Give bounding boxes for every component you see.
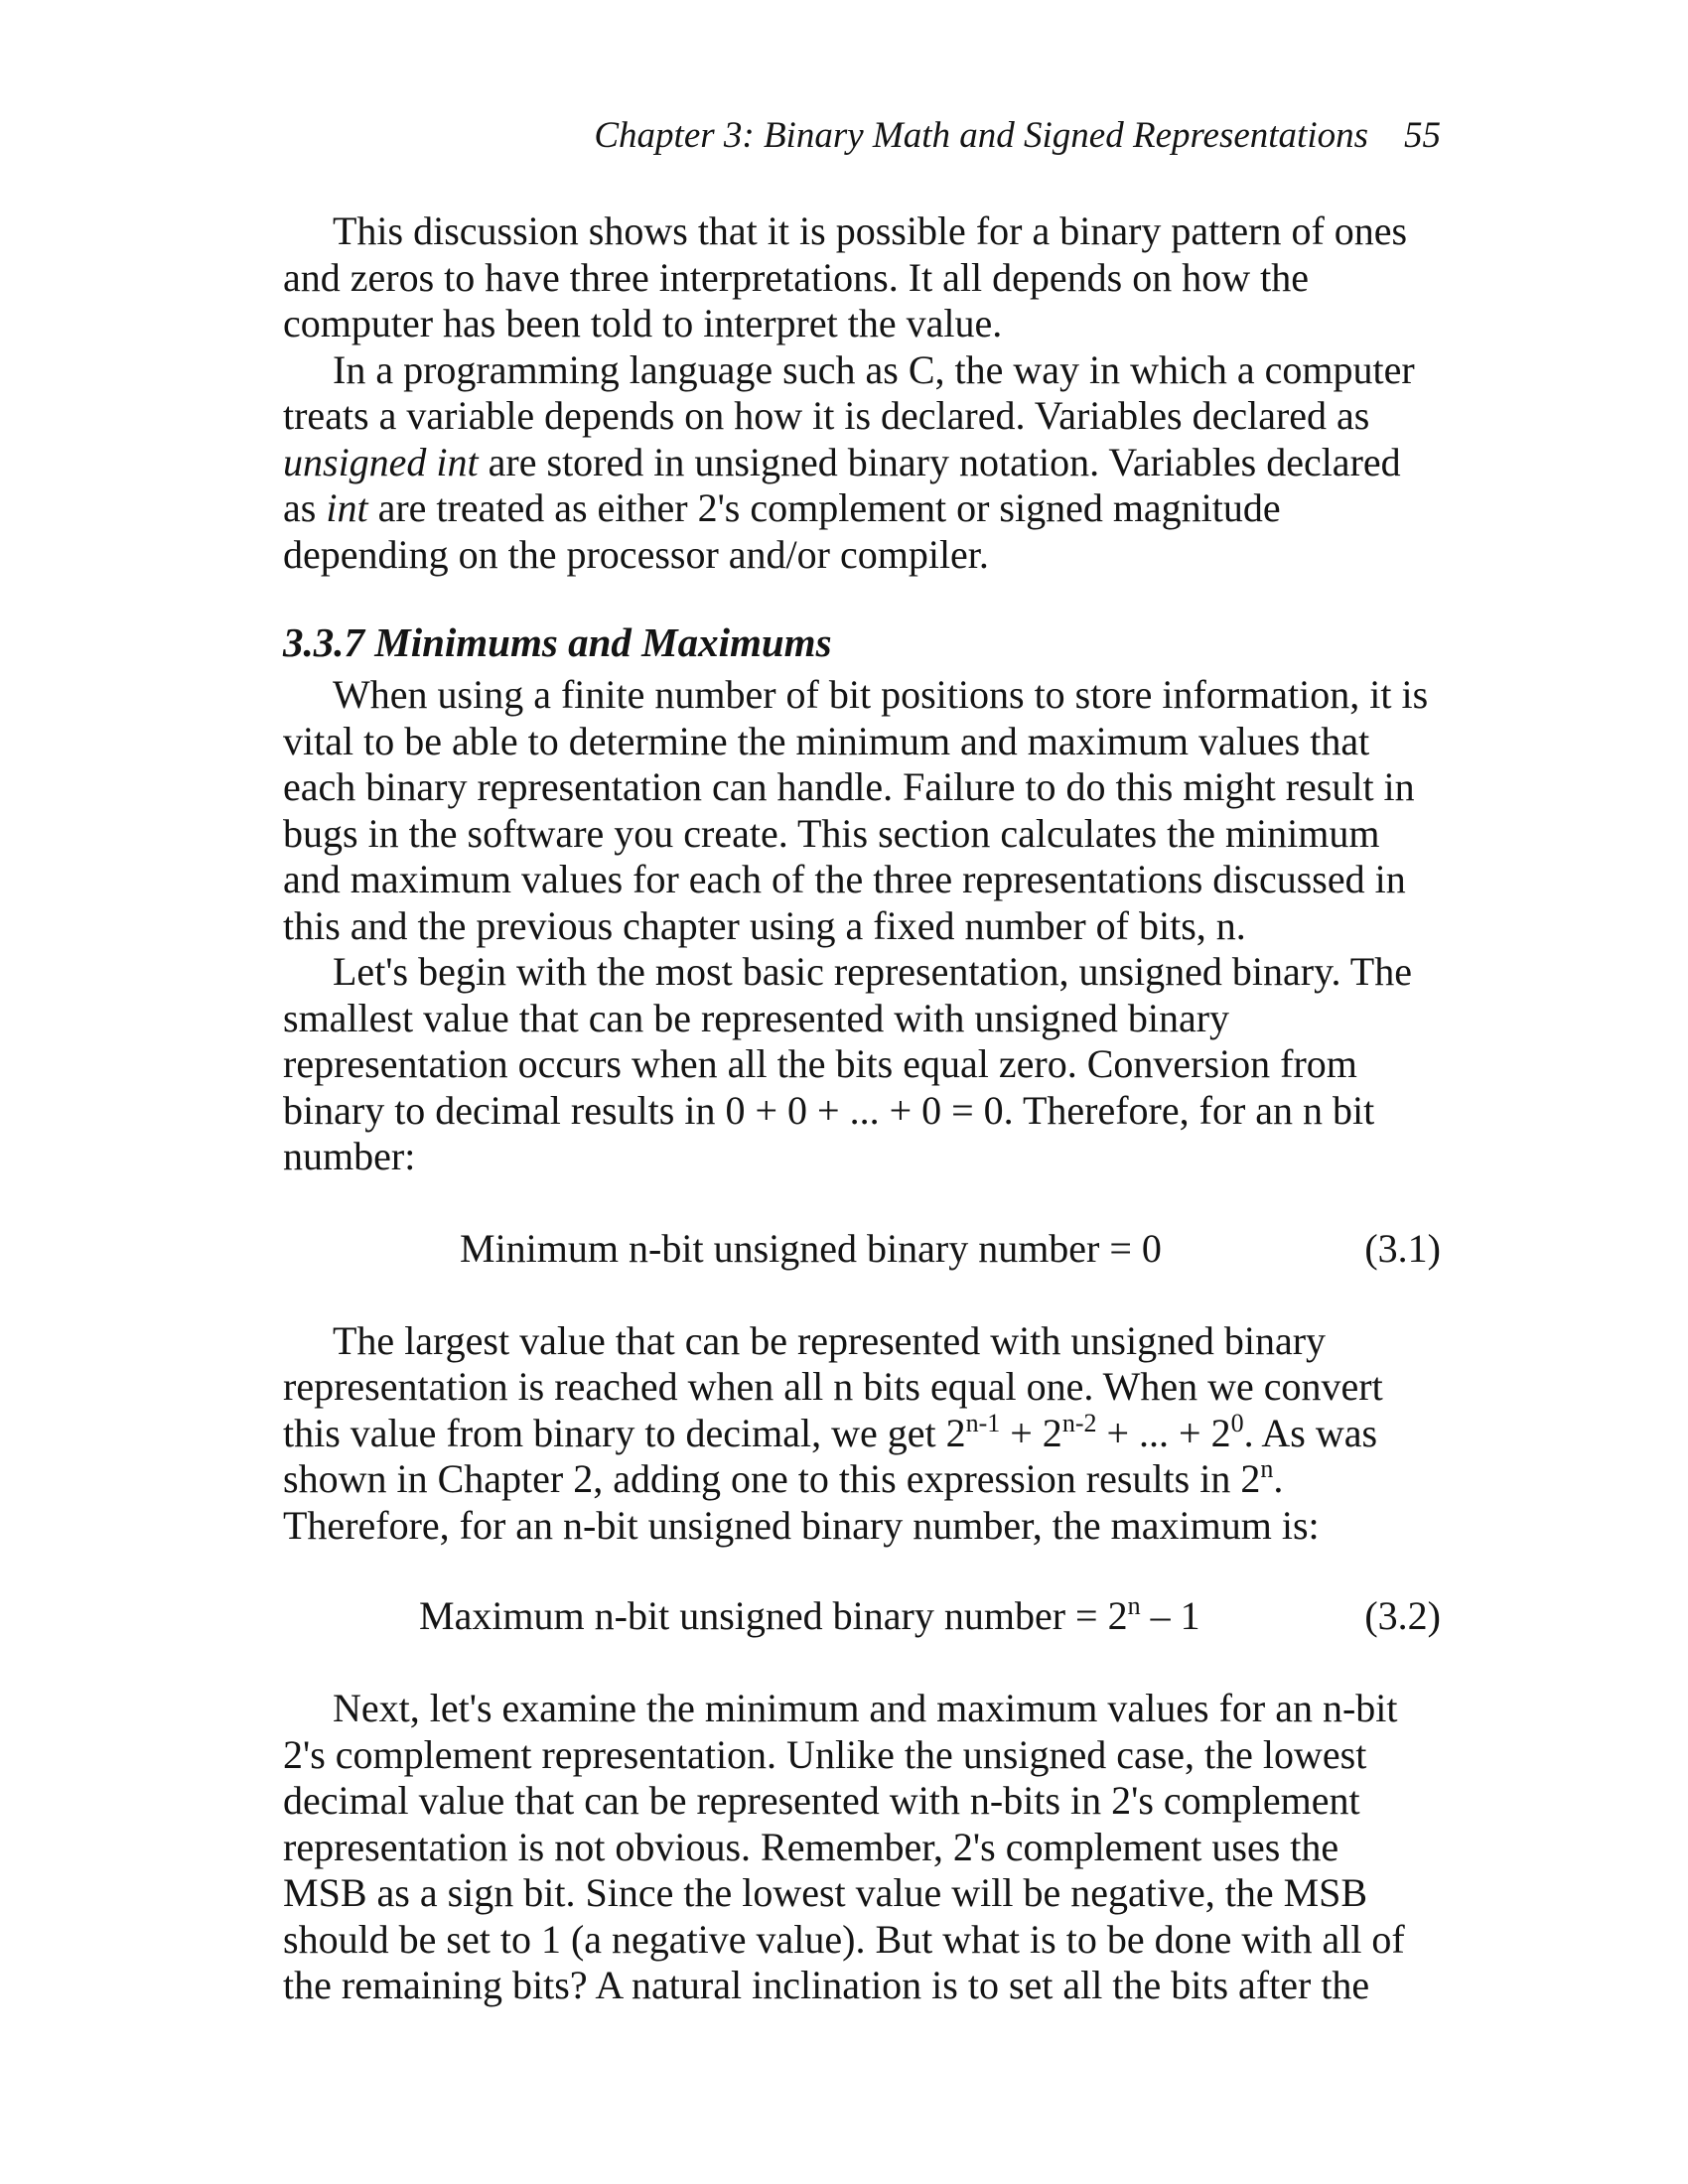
text-line: treats a variable depends on how it is declared. Variables declared as [283,393,1370,438]
text-fragment: + ... + 2 [1096,1410,1231,1455]
code-term-unsigned-int: unsigned int [283,439,479,484]
text-line: decimal value that can be represented with n-bits in 2's complement [283,1778,1360,1823]
exponent: 0 [1230,1408,1244,1437]
paragraph-twos-complement [283,1686,1441,2009]
text-fragment: . [1273,1456,1284,1501]
text-fragment: shown in Chapter 2, adding one to this expression results in 2 [283,1456,1261,1501]
text-fragment: Maximum n-bit unsigned binary number = 2 [419,1593,1128,1638]
exponent: n-1 [965,1408,1001,1437]
text-fragment: – 1 [1140,1593,1200,1638]
text-line: and zeros to have three interpretations. It all depends on how the [283,254,1309,300]
equation-3-1 [283,1226,1441,1272]
body-text [283,208,1441,2009]
running-header [281,117,1441,154]
equation-number: (3.2) [1364,1593,1441,1638]
text-fragment: this value from binary to decimal, we get 2 [283,1410,966,1455]
text-line: depending on the processor and/or compiler. [283,531,989,577]
paragraph-c-declarations [283,347,1441,579]
paragraph-finite-bits [283,672,1441,949]
text-line: vital to be able to determine the minimum and maximum values that [283,718,1370,763]
text-fragment: as [283,485,327,530]
text-line: representation is not obvious. Remember, 2's complement uses the [283,1824,1339,1869]
text-line: computer has been told to interpret the value. [283,301,1003,345]
text-line: bugs in the software you create. This section calculates the minimum [283,810,1380,856]
equation-3-2 [283,1593,1441,1639]
text-line: the remaining bits? A natural inclination is to set all the bits after the [283,1963,1370,2007]
text-line: representation is reached when all n bits equal one. When we convert [283,1364,1383,1409]
text-line: smallest value that can be represented with unsigned binary [283,995,1230,1040]
text-line: The largest value that can be represented with unsigned binary [333,1317,1327,1363]
text-line: Let's begin with the most basic representation, unsigned binary. The [333,949,1412,994]
text-line: this and the previous chapter using a fixed number of bits, n. [283,902,1246,948]
text-line: should be set to 1 (a negative value). But what is to be done with all of [283,1916,1405,1962]
text-line: Therefore, for an n-bit unsigned binary number, the maximum is: [283,1502,1320,1548]
chapter-title: Chapter 3: Binary Math and Signed Representations [594,115,1368,156]
text-line [283,1456,1441,1503]
text-line: number: [283,1134,416,1178]
text-line: binary to decimal results in 0 + 0 + ... + 0 = 0. Therefore, for an n bit [283,1087,1375,1133]
text-line [283,485,1441,532]
text-line: 2's complement representation. Unlike the unsigned case, the lowest [283,1731,1367,1777]
text-line: In a programming language such as C, the way in which a computer [333,346,1415,392]
exponent: n-2 [1061,1408,1097,1437]
text-fragment: are stored in unsigned binary notation. Variables declared [478,439,1401,484]
equation-number: (3.1) [1364,1225,1441,1271]
text-fragment: . As was [1243,1410,1378,1455]
text-line [283,1408,1441,1457]
text-line: Next, let's examine the minimum and maximum values for an n-bit [333,1686,1398,1730]
text-line [283,440,1441,486]
equation-text: Minimum n-bit unsigned binary number = 0 [460,1225,1162,1271]
text-line: each binary representation can handle. Failure to do this might result in [283,764,1415,809]
text-fragment: + 2 [1000,1410,1062,1455]
text-fragment: are treated as either 2's complement or signed magnitude [367,485,1281,530]
text-line: representation occurs when all the bits equal zero. Conversion from [283,1041,1357,1086]
paragraph-unsigned-maximum [283,1318,1441,1550]
text-line: This discussion shows that it is possible for a binary pattern of ones [333,208,1408,253]
exponent: n [1127,1591,1141,1620]
text-line: When using a finite number of bit positions to store information, it is [333,672,1429,717]
exponent: n [1260,1454,1274,1483]
text-line: and maximum values for each of the three representations discussed in [283,857,1406,901]
paragraph-unsigned-minimum [283,949,1441,1180]
code-term-int: int [326,485,368,530]
section-heading: 3.3.7 Minimums and Maximums [283,619,832,665]
text-line: MSB as a sign bit. Since the lowest value will be negative, the MSB [283,1870,1368,1915]
paragraph-interpretations [283,208,1441,347]
page-number: 55 [1404,115,1441,156]
equation-text [419,1593,1200,1639]
